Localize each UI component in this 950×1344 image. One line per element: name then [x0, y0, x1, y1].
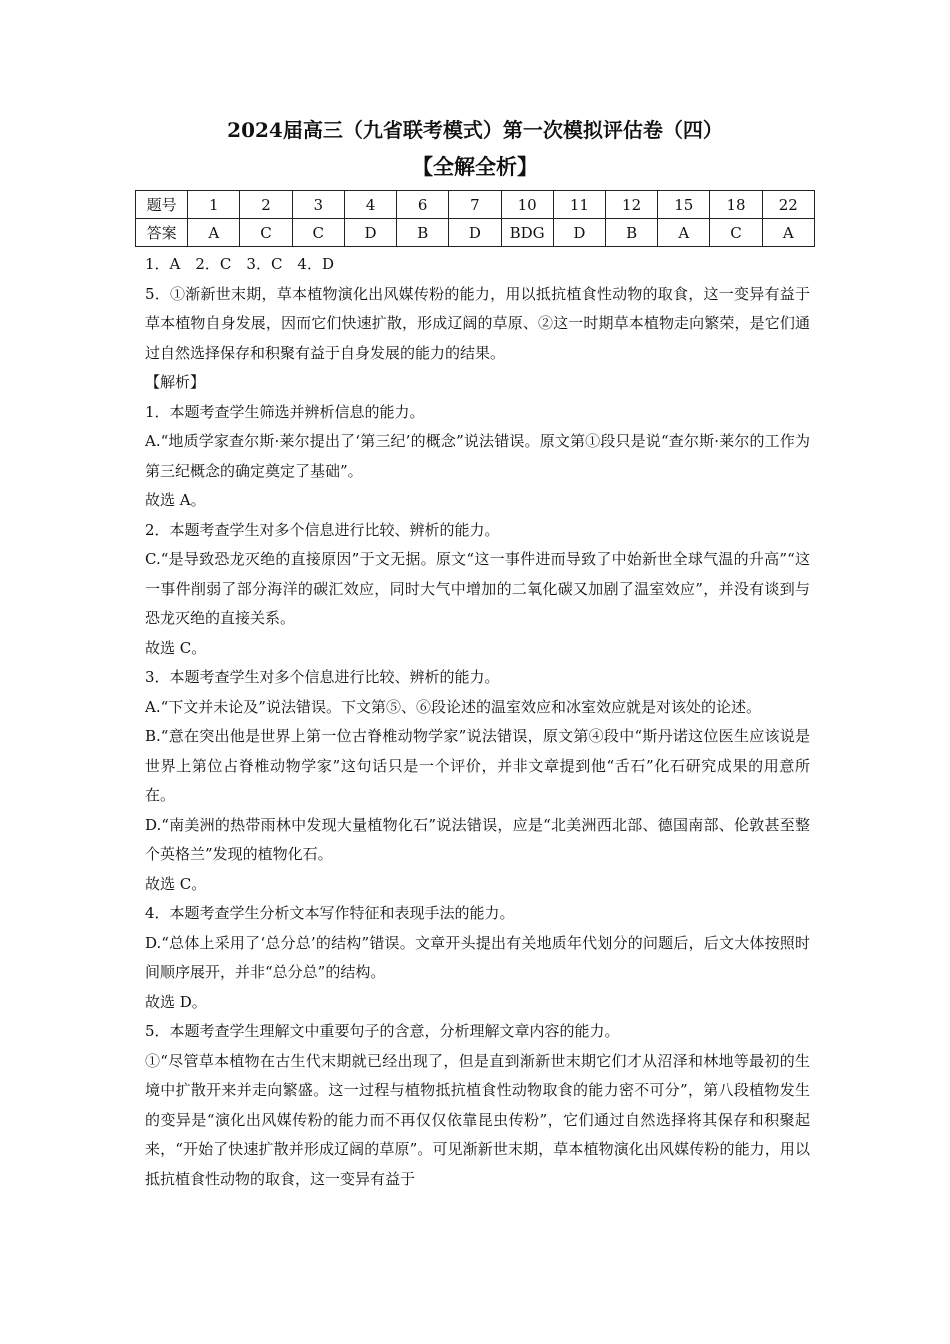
table-cell: BDG [501, 219, 553, 247]
answer-summary: 1．A 2．C 3．C 4．D [145, 255, 334, 273]
q5-intro: 5．本题考查学生理解文中重要句子的含意，分析理解文章内容的能力。 [145, 1022, 620, 1040]
document-subtitle: 【全解全析】 [412, 154, 538, 179]
table-cell: 11 [553, 191, 605, 219]
table-cell: C [710, 219, 762, 247]
q3-choice: 故选 C。 [145, 874, 207, 893]
table-cell: 22 [762, 191, 814, 219]
table-cell: 4 [344, 191, 396, 219]
table-row-question-numbers [136, 191, 815, 219]
table-cell: 7 [449, 191, 501, 219]
table-cell: A [762, 219, 814, 247]
q4-option-d: D.“总体上采用了‘总分总’的结构”错误。文章开头提出有关地质年代划分的问题后，后文大体按照时间顺序展开，并非“总分总”的结构。 [145, 933, 810, 981]
table-row-answers [136, 219, 815, 247]
table-cell: 2 [240, 191, 292, 219]
q2-option-c: C.“是导致恐龙灭绝的直接原因”于文无据。原文“这一事件进而导致了中始新世全球气温的升高”“这一事件削弱了部分海洋的碳汇效应，同时大气中增加的二氧化碳又加剧了温室效应”，并没有谈到与恐龙灭绝的直接关系。 [145, 550, 810, 627]
table-cell: 18 [710, 191, 762, 219]
q5-point-1: ①“尽管草本植物在古生代末期就已经出现了，但是直到渐新世末期它们才从沼泽和林地等最初的生境中扩散开来并走向繁盛。这一过程与植物抵抗植食性动物取食的能力密不可分”，第八段植物发生的变异是“演化出风媒传粉的能力而不再仅仅依靠昆虫传粉”，它们通过自然选择将其保存和积聚起来，“开始了快速扩散并形成辽阔的草原”。可见渐新世末期，草本植物演化出风媒传粉的能力，用以抵抗植食性动物的取食，这一变异有益于 [145, 1051, 810, 1188]
table-cell: 6 [397, 191, 449, 219]
table-cell: A [658, 219, 710, 247]
q4-choice: 故选 D。 [145, 992, 207, 1011]
answer-table [135, 190, 815, 247]
q3-option-d: D.“南美洲的热带雨林中发现大量植物化石”说法错误，应是“北美洲西北部、德国南部、伦敦甚至整个英格兰”发现的植物化石。 [145, 815, 810, 863]
table-cell: 12 [605, 191, 657, 219]
table-cell: 10 [501, 191, 553, 219]
table-cell: 题号 [136, 191, 188, 219]
table-cell: D [553, 219, 605, 247]
q2-choice: 故选 C。 [145, 638, 207, 657]
q1-option-a: A.“地质学家查尔斯·莱尔提出了‘第三纪’的概念”说法错误。原文第①段只是说“查尔斯·莱尔的工作为第三纪概念的确定奠定了基础”。 [145, 432, 810, 480]
table-cell: B [397, 219, 449, 247]
q2-intro: 2．本题考查学生对多个信息进行比较、辨析的能力。 [145, 520, 500, 539]
table-cell: A [188, 219, 240, 247]
document-body [145, 250, 810, 1194]
document-title: 2024届高三（九省联考模式）第一次模拟评估卷（四） [227, 118, 723, 142]
q3-intro: 3．本题考查学生对多个信息进行比较、辨析的能力。 [145, 668, 500, 686]
table-cell: C [240, 219, 292, 247]
table-cell: 15 [658, 191, 710, 219]
q4-intro: 4．本题考查学生分析文本写作特征和表现手法的能力。 [145, 904, 515, 922]
q1-choice: 故选 A。 [145, 491, 206, 509]
analysis-heading: 【解析】 [145, 373, 206, 391]
answer-q5: 5．①渐新世末期，草本植物演化出风媒传粉的能力，用以抵抗植食性动物的取食，这一变异有益于草本植物自身发展，因而它们快速扩散，形成辽阔的草原、②这一时期草本植物走向繁荣，是它们通过自然选择保存和积聚有益于自身发展的能力的结果。 [145, 284, 810, 362]
table-cell: D [449, 219, 501, 247]
q3-option-b: B.“意在突出他是世界上第一位古脊椎动物学家”说法错误，原文第④段中“斯丹诺这位医生应该说是世界上第位占脊椎动物学家”这句话只是一个评价，并非文章提到他“舌石”化石研究成果的用意所在。 [145, 727, 810, 804]
table-cell: C [292, 219, 344, 247]
table-cell: 答案 [136, 219, 188, 247]
table-cell: D [344, 219, 396, 247]
q3-option-a: A.“下文并未论及”说法错误。下文第⑤、⑥段论述的温室效应和冰室效应就是对该处的论述。 [145, 697, 761, 716]
q1-intro: 1．本题考查学生筛选并辨析信息的能力。 [145, 402, 425, 421]
table-cell: B [605, 219, 657, 247]
table-cell: 1 [188, 191, 240, 219]
table-cell: 3 [292, 191, 344, 219]
